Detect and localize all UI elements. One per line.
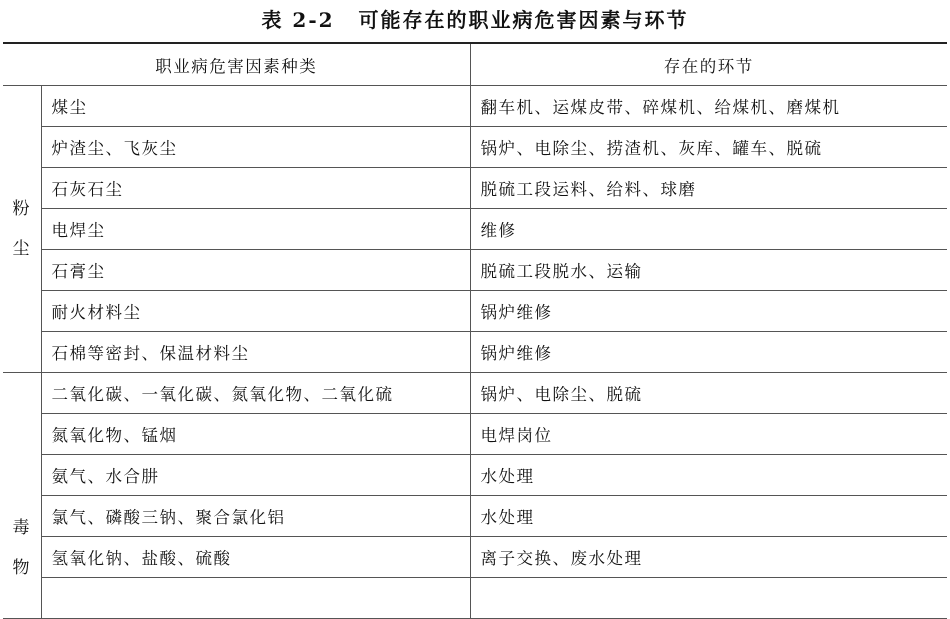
- hazard-table: [3, 42, 947, 619]
- table-row: [3, 496, 947, 537]
- hazard-type-cell: 氨气、水合肼: [41, 455, 470, 496]
- hazard-type-cell: 炉渣尘、飞灰尘: [41, 127, 470, 168]
- stage-cell: 脱硫工段运料、给料、球磨: [470, 168, 947, 209]
- hazard-type-cell: 氢氧化钠、盐酸、硫酸: [41, 537, 470, 578]
- header-hazard-type: 职业病危害因素种类: [3, 43, 470, 86]
- category-toxic: [3, 373, 41, 619]
- category-char: 尘: [12, 239, 31, 259]
- table-row: [3, 537, 947, 578]
- table-row: [3, 291, 947, 332]
- table-row: [3, 209, 947, 250]
- table-caption: [0, 4, 950, 33]
- category-dust: [3, 86, 41, 373]
- header-stage: 存在的环节: [470, 43, 947, 86]
- category-char: 粉: [12, 199, 31, 219]
- hazard-type-cell: 氯气、磷酸三钠、聚合氯化铝: [41, 496, 470, 537]
- table-row: [3, 86, 947, 127]
- hazard-type-cell: 氮氧化物、锰烟: [41, 414, 470, 455]
- stage-cell: 水处理: [470, 496, 947, 537]
- hazard-type-cell: 二氧化碳、一氧化碳、氮氧化物、二氧化硫: [41, 373, 470, 414]
- stage-cell: 锅炉维修: [470, 332, 947, 373]
- stage-cell: 锅炉、电除尘、脱硫: [470, 373, 947, 414]
- hazard-type-cell: 煤尘: [41, 86, 470, 127]
- stage-cell-partial: [470, 578, 947, 619]
- category-char: 物: [12, 558, 31, 578]
- stage-cell: 水处理: [470, 455, 947, 496]
- stage-cell: 脱硫工段脱水、运输: [470, 250, 947, 291]
- stage-cell: 维修: [470, 209, 947, 250]
- table-row: [3, 578, 947, 619]
- table-row: [3, 168, 947, 209]
- stage-cell: 离子交换、废水处理: [470, 537, 947, 578]
- table-row: [3, 373, 947, 414]
- table-row: [3, 414, 947, 455]
- table-row: [3, 250, 947, 291]
- stage-cell: 翻车机、运煤皮带、碎煤机、给煤机、磨煤机: [470, 86, 947, 127]
- hazard-type-cell: 耐火材料尘: [41, 291, 470, 332]
- stage-cell: 电焊岗位: [470, 414, 947, 455]
- hazard-type-cell: 石灰石尘: [41, 168, 470, 209]
- hazard-type-cell: 电焊尘: [41, 209, 470, 250]
- header-row: [3, 43, 947, 86]
- table-number: 表 2-2: [261, 8, 335, 32]
- hazard-type-cell-partial: [41, 578, 470, 619]
- hazard-type-cell: 石膏尘: [41, 250, 470, 291]
- stage-cell: 锅炉维修: [470, 291, 947, 332]
- stage-cell: 锅炉、电除尘、捞渣机、灰库、罐车、脱硫: [470, 127, 947, 168]
- table-row: [3, 127, 947, 168]
- table-row: [3, 455, 947, 496]
- table-title: 可能存在的职业病危害因素与环节: [358, 8, 689, 32]
- hazard-type-cell: 石棉等密封、保温材料尘: [41, 332, 470, 373]
- table-row: [3, 332, 947, 373]
- category-char: 毒: [12, 518, 31, 538]
